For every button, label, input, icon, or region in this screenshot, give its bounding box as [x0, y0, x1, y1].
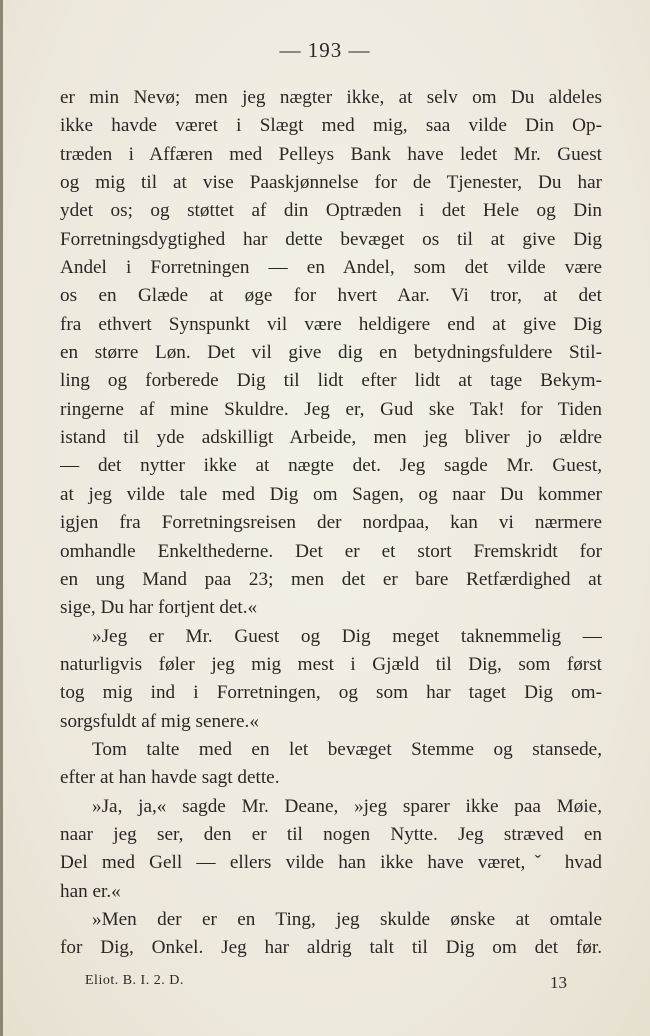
signature-mark: 13: [550, 973, 567, 992]
text-line: omhandle Enkelthederne. Det er et stort Fremskridt for: [60, 540, 602, 562]
text-line: at jeg vilde tale med Dig om Sagen, og naar Du kommer: [60, 483, 602, 505]
page-binding-edge: [0, 0, 3, 1036]
text-line: igjen fra Forretningsreisen der nordpaa, kan vi nærmere: [60, 512, 602, 534]
text-line: for Dig, Onkel. Jeg har aldrig talt til Dig om det før.: [60, 937, 602, 959]
printer-signature: Eliot. B. I. 2. D.: [85, 973, 184, 988]
text-line: og mig til at vise Paaskjønnelse for de Tjenester, Du har: [60, 172, 602, 194]
text-line: ydet os; og støttet af din Optræden i det Hele og Din: [60, 200, 602, 222]
text-line: — det nytter ikke at nægte det. Jeg sagde Mr. Guest,: [60, 455, 602, 477]
text-line: fra ethvert Synspunkt vil være heldigere end at give Dig: [60, 313, 602, 335]
text-line: en større Løn. Det vil give dig en betydningsfuldere Stil-: [60, 342, 602, 364]
page-number: — 193 —: [279, 38, 371, 62]
text-line: »Men der er en Ting, jeg skulde ønske at omtale: [92, 908, 602, 930]
text-line: ikke havde været i Slægt med mig, saa vilde Din Op-: [60, 115, 602, 137]
text-line: Forretningsdygtighed har dette bevæget os til at give Dig: [60, 228, 602, 250]
text-line: Tom talte med en let bevæget Stemme og stansede,: [92, 738, 602, 760]
text-line: ling og forberede Dig til lidt efter lidt at tage Bekym-: [60, 370, 602, 392]
text-line: efter at han havde sagt dette.: [60, 767, 280, 789]
text-line: Andel i Forretningen — en Andel, som det vilde være: [60, 257, 602, 279]
text-line: han er.«: [60, 880, 121, 902]
body-text: [60, 84, 602, 963]
page-footer: [85, 973, 567, 995]
text-line: istand til yde adskilligt Arbeide, men jeg bliver jo ældre: [60, 427, 602, 449]
text-line: Del med Gell — ellers vilde han ikke have været,ˇ hvad: [60, 852, 602, 874]
text-line: naar jeg ser, den er til nogen Nytte. Jeg stræved en: [60, 823, 602, 845]
text-line: »Ja, ja,« sagde Mr. Deane, »jeg sparer ikke paa Møie,: [92, 795, 602, 817]
text-line: en ung Mand paa 23; men det er bare Retfærdighed at: [60, 568, 602, 590]
text-line: ringerne af mine Skuldre. Jeg er, Gud ske Tak! for Tiden: [60, 398, 602, 420]
text-line: tog mig ind i Forretningen, og som har taget Dig om-: [60, 682, 602, 704]
text-line: er min Nevø; men jeg nægter ikke, at selv om Du aldeles: [60, 87, 602, 108]
text-line: naturligvis føler jeg mig mest i Gjæld til Dig, som først: [60, 653, 602, 675]
text-line: »Jeg er Mr. Guest og Dig meget taknemmelig —: [92, 625, 602, 647]
text-line: os en Glæde at øge for hvert Aar. Vi tror, at det: [60, 285, 602, 307]
text-line: træden i Affæren med Pelleys Bank have ledet Mr. Guest: [60, 143, 602, 165]
text-line: sige, Du har fortjent det.«: [60, 597, 258, 619]
text-line: sorgsfuldt af mig senere.«: [60, 710, 259, 732]
